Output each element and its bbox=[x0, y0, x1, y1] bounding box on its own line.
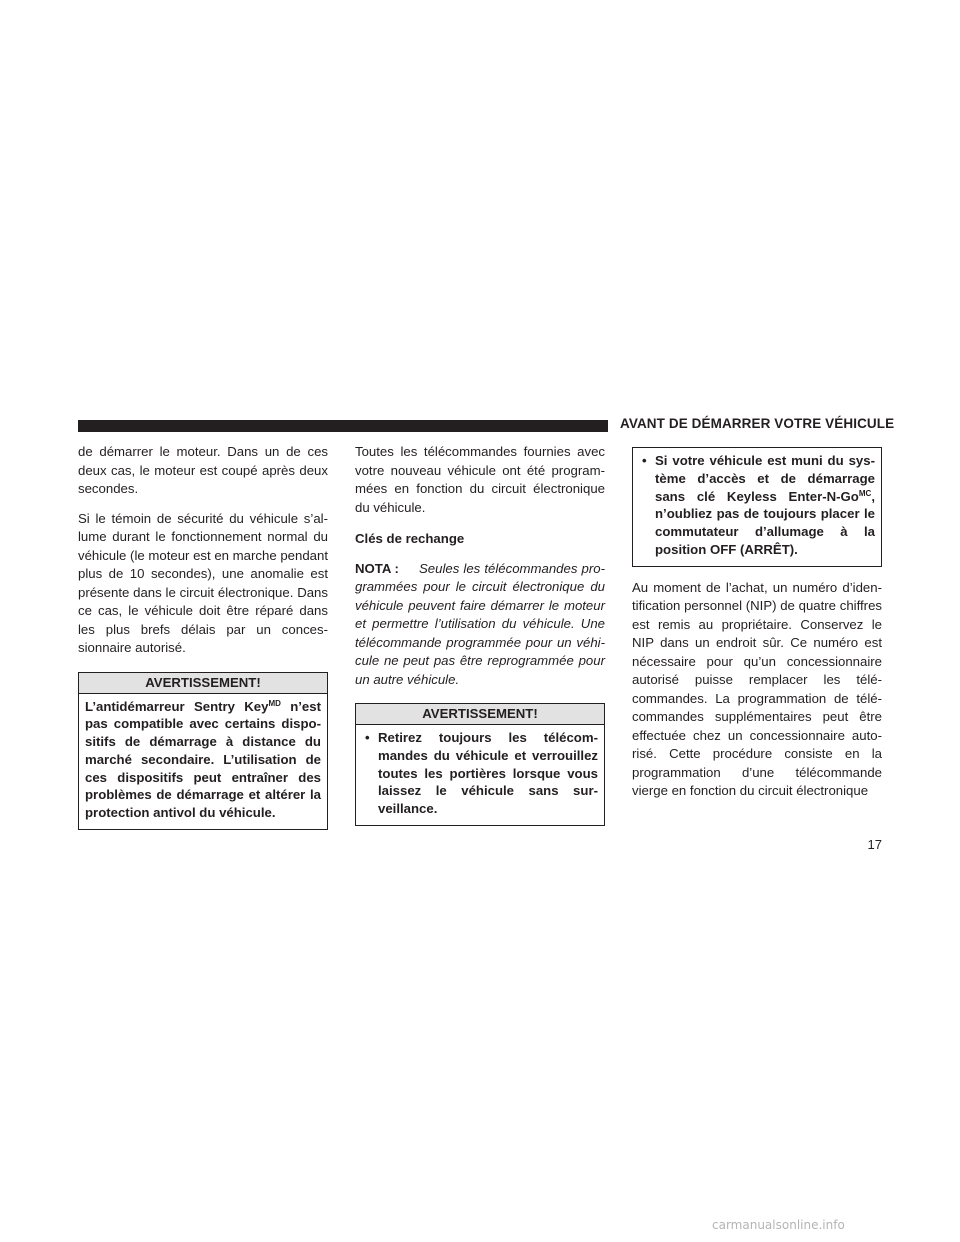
subheading: Clés de rechange bbox=[355, 531, 465, 546]
paragraph: Au moment de l’achat, un numéro d’identification personnel (NIP) de quatre chiffres est remis au propriétaire. Conservez le NIP dans un endroit sûr. Ce numéro est nécessaire pour qu’un concessionnaire autorisé puisse remplacer les télécommandes. La programmation de télécommandes supplémentaires peut être effectuée chez un concessionnaire autorisé. Cette procédure consiste en la programmation d’une télécommande vierge en fonction du circuit électronique bbox=[632, 579, 882, 799]
warning-text-post: , n’oubliez pas de toujours placer le commutateur d’allumage à la position OFF (ARRÊT). bbox=[655, 488, 875, 557]
header-rule bbox=[78, 420, 608, 432]
column-3 bbox=[632, 443, 882, 812]
trademark-sup: MD bbox=[268, 698, 281, 708]
warning-text: Retirez toujours les télécommandes du véhicule et verrouillez toutes les portières lorsque vous laissez le véhicule sans surveillance. bbox=[378, 730, 598, 817]
watermark: carmanualsonline.info bbox=[712, 1218, 845, 1232]
warning-box bbox=[355, 703, 605, 826]
paragraph: Si le témoin de sécurité du véhicule s’allume durant le fonctionnement normal du véhicule (le moteur est en marche pendant plus de 10 secondes), une anomalie est présente dans le circuit électronique. Dans ce cas, le véhicule doit être réparé dans les plus brefs délais par un concessionnaire autorisé. bbox=[78, 510, 328, 655]
warning-bullet-item bbox=[633, 448, 881, 566]
warning-text-pre: Si votre véhicule est muni du système d’accès et de démarrage sans clé Keyless Enter-N-Go bbox=[655, 453, 875, 504]
section-title: AVANT DE DÉMARRER VOTRE VÉHICULE bbox=[620, 416, 895, 431]
warning-title: AVERTISSEMENT! bbox=[356, 704, 604, 725]
bullet-icon: • bbox=[365, 730, 370, 745]
note bbox=[355, 560, 605, 690]
bullet-icon: • bbox=[642, 453, 647, 468]
warning-text-post: n’est pas compatible avec certains dispositifs de démarrage à distance du marché secondaire. L’utilisation de ces dispositifs peut entraîner des problèmes de démarrage et altérer la protection antivol du véhicule. bbox=[85, 698, 321, 821]
warning-box-continued bbox=[632, 447, 882, 567]
paragraph: Toutes les télécommandes fournies avec votre nouveau véhicule ont été programmées en fonction du circuit électronique du véhicule. bbox=[355, 444, 605, 515]
note-label: NOTA : bbox=[355, 560, 399, 576]
warning-box bbox=[78, 672, 328, 831]
paragraph: de démarrer le moteur. Dans un de ces deux cas, le moteur est coupé après deux secondes. bbox=[78, 444, 328, 496]
column-2 bbox=[355, 443, 605, 826]
note-text: Seules les télécommandes programmées pour le circuit électronique du véhicule peuvent faire démarrer le moteur et permettre l’utilisation du véhicule. Une télécommande programmée pour un véhicule ne peut pas être reprogrammée pour un autre véhicule. bbox=[355, 560, 605, 687]
warning-text bbox=[79, 694, 327, 830]
warning-title: AVERTISSEMENT! bbox=[79, 673, 327, 694]
warning-bullet-item bbox=[356, 725, 604, 825]
warning-text-pre: L’antidémarreur Sentry Key bbox=[85, 698, 269, 714]
column-1 bbox=[78, 443, 328, 830]
page-number: 17 bbox=[867, 837, 882, 852]
trademark-sup: MC bbox=[858, 488, 872, 498]
